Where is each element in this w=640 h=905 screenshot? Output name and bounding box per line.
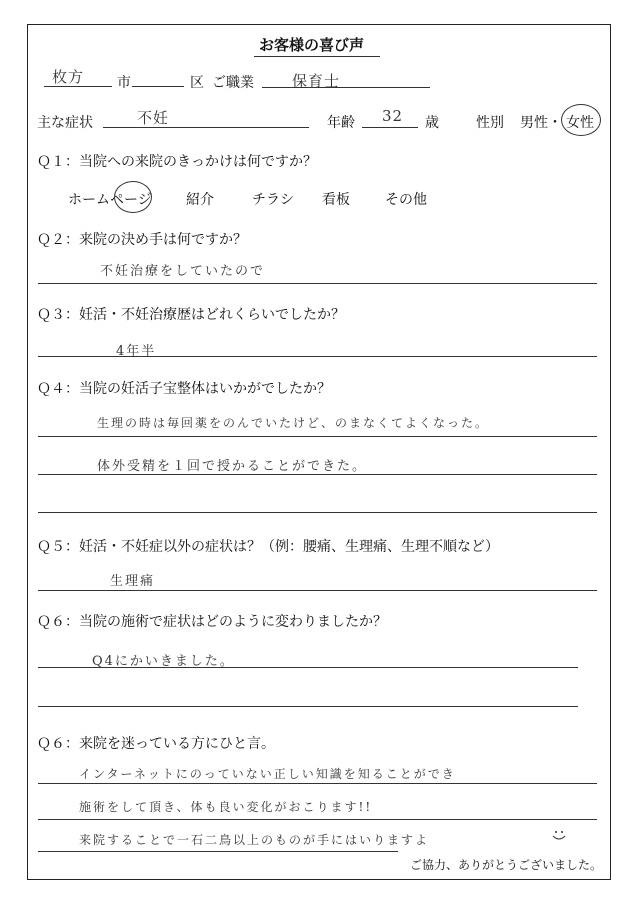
q4-question: Ｑ４：当院の妊活子宝整体はいかがでしたか？ bbox=[37, 381, 331, 397]
q3-answer: 4年半 bbox=[116, 344, 157, 359]
q3-question: Ｑ３：妊活・不妊治療歴はどれくらいでしたか？ bbox=[37, 307, 345, 323]
q1-option-other: その他 bbox=[385, 192, 427, 208]
title-underline bbox=[254, 56, 380, 57]
job-line bbox=[262, 87, 430, 88]
homepage-circle-mark bbox=[114, 181, 152, 213]
q7-answer-2: 施術をして頂き、体も良い変化がおこります!! bbox=[79, 800, 373, 814]
ward-line bbox=[132, 86, 184, 87]
q5-answer-line bbox=[38, 590, 597, 591]
q6-question: Ｑ６：当院の施術で症状はどのように変わりましたか？ bbox=[37, 614, 387, 630]
q6-answer-line-2 bbox=[38, 706, 578, 707]
q7-answer-3: 来院することで一石二鳥以上のものが手にはいりますよ bbox=[79, 833, 430, 847]
thank-you-footer: ご協力、ありがとうございました。 bbox=[410, 858, 603, 872]
q2-answer-line bbox=[38, 283, 597, 284]
q4-answer-line-1 bbox=[38, 436, 597, 437]
q4-answer-2: 体外受精を１回で授かることができた。 bbox=[97, 459, 368, 474]
q6-answer-line-1 bbox=[38, 667, 578, 668]
q1-option-referral: 紹介 bbox=[186, 192, 214, 208]
female-circle-mark bbox=[561, 104, 601, 136]
q2-answer: 不妊治療をしていたので bbox=[100, 264, 266, 279]
job-label: ご職業 bbox=[212, 75, 254, 91]
q5-answer: 生理痛 bbox=[110, 574, 156, 589]
ward-label: 区 bbox=[190, 75, 204, 91]
city-line bbox=[44, 86, 112, 87]
age-line bbox=[362, 127, 418, 128]
smiley-drawing bbox=[550, 826, 568, 844]
city-value: 枚方 bbox=[52, 68, 85, 86]
symptom-label: 主な症状 bbox=[37, 115, 93, 131]
q1-question: Ｑ１：当院への来院のきっかけは何ですか？ bbox=[37, 154, 317, 170]
age-label: 年齢 bbox=[327, 115, 355, 131]
q3-answer-line bbox=[38, 356, 597, 357]
page-title: お客様の喜び声 bbox=[259, 36, 365, 54]
job-value: 保育士 bbox=[292, 72, 341, 90]
q7-answer-line-1 bbox=[38, 783, 597, 784]
gender-male: 男性・ bbox=[520, 115, 562, 131]
gender-label: 性別 bbox=[476, 115, 504, 131]
q4-answer-line-3 bbox=[38, 512, 597, 513]
city-label: 市 bbox=[117, 75, 131, 91]
q4-answer-1: 生理の時は毎回薬をのんでいたけど、のまなくてよくなった。 bbox=[97, 416, 490, 430]
q1-option-homepage: ホームページ bbox=[68, 192, 152, 208]
q7-answer-1: インターネットにのっていない正しい知識を知ることができ bbox=[79, 767, 456, 781]
q7-answer-line-3 bbox=[38, 851, 398, 852]
symptom-line bbox=[103, 127, 309, 128]
age-value: 32 bbox=[382, 107, 404, 125]
q1-option-flyer: チラシ bbox=[252, 192, 294, 208]
q1-option-signboard: 看板 bbox=[322, 192, 350, 208]
gender-female: 女性 bbox=[566, 115, 594, 131]
q6-answer: Q4にかいきました。 bbox=[92, 654, 235, 669]
symptom-value: 不妊 bbox=[137, 109, 170, 127]
q7-answer-line-2 bbox=[38, 819, 597, 820]
q7-question: Ｑ６：来院を迷っている方にひと言。 bbox=[37, 736, 275, 752]
q2-question: Ｑ２：来院の決め手は何ですか？ bbox=[37, 232, 247, 248]
q4-answer-line-2 bbox=[38, 474, 597, 475]
q5-question: Ｑ５：妊活・不妊症以外の症状は？（例：腰痛、生理痛、生理不順など） bbox=[37, 539, 499, 555]
age-unit: 歳 bbox=[425, 115, 439, 131]
